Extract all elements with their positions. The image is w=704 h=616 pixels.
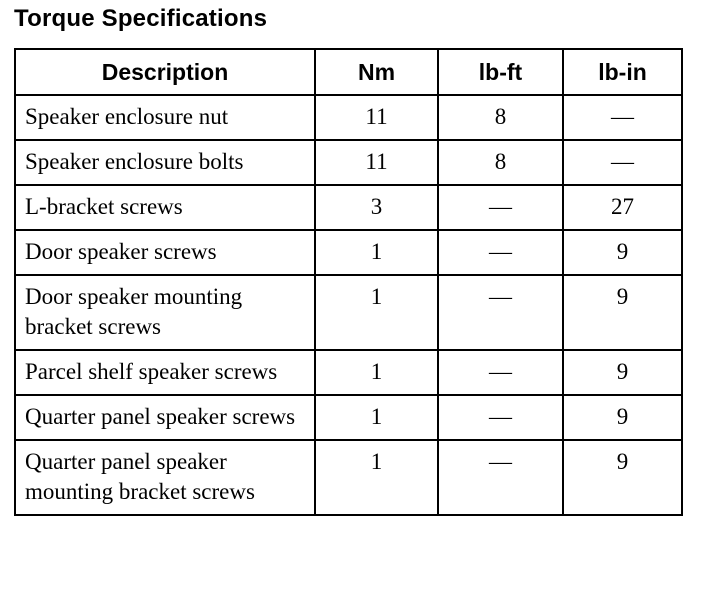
page-title: Torque Specifications [14,5,268,32]
table-row [15,140,682,185]
cell-description: L-bracket screws [15,185,315,230]
cell-nm: 1 [315,350,438,395]
header-nm: Nm [315,49,438,95]
cell-nm: 11 [315,95,438,140]
cell-lb-in: 9 [563,440,682,515]
cell-lb-in: 9 [563,275,682,350]
cell-nm: 11 [315,140,438,185]
table-row [15,440,682,515]
cell-lb-ft: — [438,185,563,230]
table-row [15,275,682,350]
cell-lb-in: — [563,140,682,185]
cell-nm: 1 [315,230,438,275]
cell-lb-ft: 8 [438,95,563,140]
cell-lb-ft: — [438,440,563,515]
header-lb-ft: lb-ft [438,49,563,95]
cell-lb-ft: — [438,350,563,395]
cell-description: Quarter panel speaker mounting bracket screws [15,440,315,515]
cell-description: Quarter panel speaker screws [15,395,315,440]
table-row [15,95,682,140]
cell-nm: 3 [315,185,438,230]
cell-description: Door speaker screws [15,230,315,275]
table-header-row [15,49,682,95]
header-description: Description [15,49,315,95]
cell-nm: 1 [315,275,438,350]
table-row [15,185,682,230]
cell-lb-in: 9 [563,230,682,275]
cell-nm: 1 [315,395,438,440]
header-lb-in: lb-in [563,49,682,95]
cell-lb-in: 9 [563,395,682,440]
cell-lb-in: 27 [563,185,682,230]
cell-lb-ft: — [438,395,563,440]
cell-description: Parcel shelf speaker screws [15,350,315,395]
cell-lb-ft: — [438,275,563,350]
torque-specifications-table [14,48,683,516]
cell-description: Speaker enclosure bolts [15,140,315,185]
cell-description: Door speaker mounting bracket screws [15,275,315,350]
table-row [15,350,682,395]
table-row [15,230,682,275]
cell-lb-ft: 8 [438,140,563,185]
cell-description: Speaker enclosure nut [15,95,315,140]
cell-lb-ft: — [438,230,563,275]
cell-lb-in: — [563,95,682,140]
cell-nm: 1 [315,440,438,515]
cell-lb-in: 9 [563,350,682,395]
table-row [15,395,682,440]
